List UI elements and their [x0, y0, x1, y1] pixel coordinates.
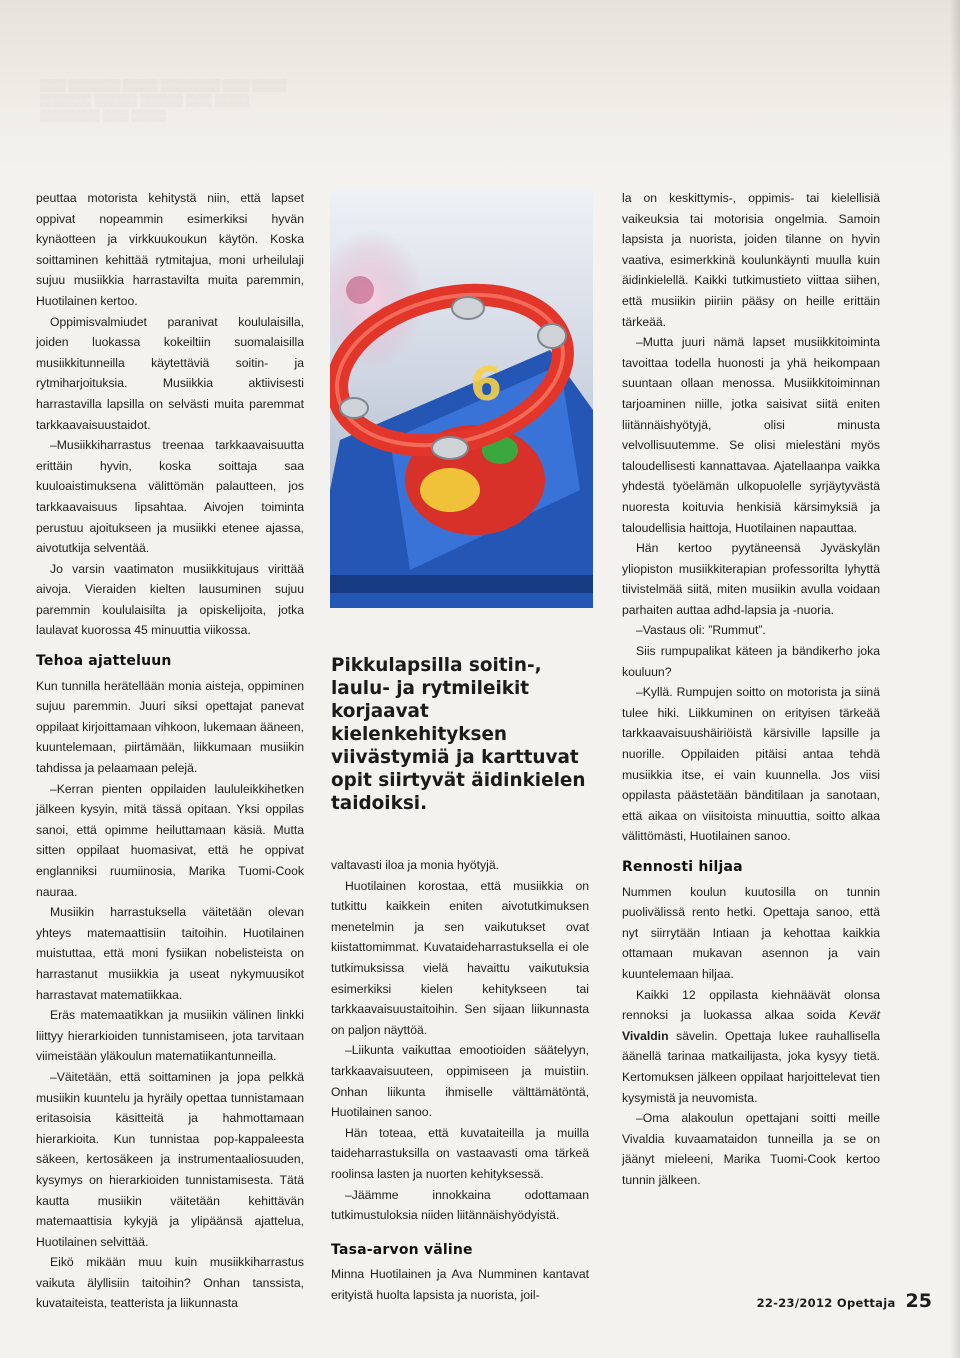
paragraph: –Jäämme innokkaina odottamaan tutkimustuloksia niiden liitännäishyödyistä.	[331, 1187, 589, 1223]
paragraph: la on keskittymis-, oppimis- tai kielellisiä vaikeuksia tai motorisia ongelmia. Samoin lapsista ja nuorista, joiden tilanne on hyvin vaativa, esimerkkinä koulunkäynti muulla kuin äidinkielellä. Kaikki tutkimustieto viittaa siihen, että musiikin piiriin pääsy on heille erittäin tärkeää.	[622, 191, 880, 329]
page-edge-shadow	[950, 0, 960, 1358]
tambourine-photo	[330, 190, 593, 608]
paragraph: Oppimisvalmiudet paranivat koululaisilla, joiden luokassa kokeiltiin suomalaisilla musiikkitunneilla käytettäviä soitin- ja rytmiharjoituksia. Musiikkia aktiivisesti harrastavilla lapsilla on selvästi muita paremmat tarkkaavaisuustaidot.	[36, 314, 304, 432]
subheading-rennosti-hiljaa: Rennosti hiljaa	[622, 859, 743, 875]
subheading-tehoa-ajatteluun: Tehoa ajatteluun	[36, 653, 172, 670]
paragraph: Huotilainen korostaa, että musiikkia on tutkittu kaikkein eniten aivotutkimuksen menetelmin ja sen vaikutukset ovat kiistattomimmat. Kuvataideharrastuksella ei ole tutkimuksissa vielä havaittu vaikutuksia esimerkiksi kielen kehitykseen tai tarkkaavaisuustaitoihin. Sen sijaan liikunnasta on paljon näyttöä.	[331, 878, 589, 1037]
paragraph: Minna Huotilainen ja Ava Numminen kantavat erityistä huolta lapsista ja nuorista, joil-	[331, 1267, 589, 1302]
text-run: sävelin. Opettaja lukee rauhallisella äänellä tarinaa matkailijasta, joka kysyy tietä. Kertomuksen jälkeen oppilaat harjoittelevat tien kysymistä ja neuvomista.	[622, 1028, 880, 1105]
tambourine-illustration	[330, 190, 593, 608]
article-column-2	[331, 855, 589, 1305]
paragraph	[622, 985, 880, 1109]
previous-page-bleed	[0, 0, 960, 170]
paragraph: Nummen koulun kuutosilla on tunnin puolivälissä rento hetki. Opettaja sanoo, että nyt siirrytään Intiaan ja kehottaa kaikkia ottamaan mukavan asennon ja vain kuuntelemaan hiljaa.	[622, 884, 880, 981]
paragraph: –Musiikkiharrastus treenaa tarkkaavaisuutta erittäin hyvin, koska soittaja saa kuuloaistimuksena välittömän palautteen, jos tarkkaavaisuus lipsahtaa. Aivojen toiminta perustuu ajoitukseen ja musiikki etenee ajassa, aivotutkija selventää.	[36, 438, 304, 556]
paragraph: peuttaa motorista kehitystä niin, että lapset oppivat nopeammin esimerkiksi hyvän kynäotteen ja virkkuukoukun käytön. Koska soittaminen kehittää rytmitajua, moni urheilulaji sujuu musiikkia harrastavilta muita paremmin, Huotilainen kertoo.	[36, 191, 304, 308]
issue-label: 22-23/2012 Opettaja	[756, 1296, 896, 1310]
ghost-text-bleed: ▒▒▒ ▒▒▒▒▒▒ ▒▒▒▒ ▒▒▒▒▒▒▒ ▒▒▒ ▒▒▒▒ ▒▒▒▒▒▒ ▒▒▒▒▒ ▒▒▒▒▒ ▒▒▒ ▒▒▒▒ ▒▒▒▒▒▒▒ ▒▒▒ ▒▒▒▒	[40, 78, 287, 122]
paragraph: Musiikin harrastuksella väitetään olevan yhteys matemaattisiin taitoihin. Huotilainen muistuttaa, että moni fysiikan nobelisteista on harrastanut musiikkia ja useat nykymuusikot harrastavat matematiikkaa.	[36, 905, 304, 1002]
pull-quote: Pikkulapsilla soitin-, laulu- ja rytmileikit korjaavat kielenkehityksen viivästymiä ja karttuvat opit siirtyvät äidinkielen taidoiksi.	[331, 655, 586, 814]
paragraph: valtavasti iloa ja monia hyötyjä.	[331, 858, 500, 872]
paragraph: Eikö mikään muu kuin musiikkiharrastus vaikuta älyllisiin taitoihin? Onhan tanssista, kuvataiteista, teatterista ja liikunnasta	[36, 1255, 304, 1311]
paragraph: Hän kertoo pyytäneensä Jyväskylän yliopiston musiikkiterapian professorilta lyhyttä tiivistelmää siitä, miten musiikin avulla voidaan parhaiten auttaa adhd-lapsia ja -nuoria.	[622, 541, 880, 617]
paragraph: Kun tunnilla herätellään monia aisteja, oppiminen sujuu paremmin. Juuri siksi opettajat panevat oppilaat kirjoittamaan vihkoon, lukemaan ääneen, kuuntelemaan, piirtämään, liikkumaan musiikin tahdissa ja pelaamaan pelejä.	[36, 678, 304, 776]
paragraph: –Vastaus oli: ”Rummut”.	[636, 623, 766, 638]
article-column-3	[622, 188, 880, 1191]
paragraph: Siis rumpupalikat käteen ja bändikerho joka kouluun?	[622, 644, 880, 679]
paragraph: –Mutta juuri nämä lapset musiikkitoiminta tavoittaa todella huonosti ja yhä heikompaan suuntaan ollaan menossa. Musiikkitoiminnan tarjoaminen niille, jotka saisivat siitä eniten liitännäishyötyjä, olisi minusta velvollisuutemme. Se olisi mielestäni myös taloudellisesti kannattavaa. Ajatellaanpa vaikka yhdestä työelämän ulkopuolelle syrjäytyvästä nuoresta koituvia henkisiä kärsimyksiä ja taloudellisia haittoja, Huotilainen napauttaa.	[622, 335, 880, 535]
paragraph: –Oma alakoulun opettajani soitti meille Vivaldia kuvaamataidon tunneilla ja se on jäänyt mieleeni, Marika Tuomi-Cook kertoo tunnin jälkeen.	[622, 1111, 880, 1187]
subheading-tasa-arvon-valine: Tasa-arvon väline	[331, 1241, 473, 1258]
svg-text:6: 6	[470, 357, 503, 411]
work-title: Kevät	[848, 1008, 880, 1023]
article-column-1	[36, 188, 304, 1314]
paragraph: –Kerran pienten oppilaiden laululeikkihetken jälkeen kysyin, mitä tässä opitaan. Yksi oppilas sanoi, että opimme heiluttamaan käsiä. Mutta sitten oppilaat huomasivat, että he oppivat englanniksi ruumiinosia, Marika Tuomi-Cook nauraa.	[36, 781, 304, 899]
paragraph: –Liikunta vaikuttaa emootioiden säätelyyn, tarkkaavaisuuteen, oppimiseen ja muistiin. Onhan liikunta ihmiselle välttämätöntä, Huotilainen sanoo.	[331, 1043, 589, 1120]
page-number: 25	[905, 1290, 932, 1312]
composer-name: Vivaldin	[622, 1028, 669, 1043]
paragraph: Jo varsin vaatimaton musiikkitujaus virittää aivoja. Vieraiden kielten lausuminen sujuu paremmin koululaisilta ja opiskelijoita, jotka laulavat kuorossa 45 minuuttia viikossa.	[36, 561, 304, 638]
paragraph: Hän toteaa, että kuvataiteilla ja muilla taideharrastuksilla on vastaavasti oma tärkeä roolinsa lasten ja nuorten kehityksessä.	[331, 1125, 589, 1181]
text-run: Kaikki 12 oppilasta kiehnäävät olonsa rennoksi ja luokassa alkaa soida	[622, 987, 880, 1023]
page-footer	[757, 1290, 932, 1312]
paragraph: –Väitetään, että soittaminen ja jopa pelkkä musiikin kuuntelu ja hyräily opettaa tunnistamaan eritasoisia käsitteitä ja hahmottamaan hierarkioita. Kun tunnistaa pop-kappaleesta säkeen, kertosäkeen ja instrumentaaliosuuden, kysymys on hierarkioiden tunnistamisesta. Tätä kautta musiikin väitetään kehittävän matemaattisia kykyjä ja ylipäänsä ajattelua, Huotilainen selvittää.	[36, 1069, 304, 1249]
paragraph: Eräs matemaatikkan ja musiikin välinen linkki liittyy hierarkioiden tunnistamiseen, jota tarvitaan viimeistään yläkoulun matematiikantunneilla.	[36, 1008, 304, 1064]
paragraph: –Kyllä. Rumpujen soitto on motorista ja siinä tulee hiki. Liikkuminen on erityisen tärkeää tarkkaavaisuushäiriöistä kärsiville lapsille ja nuorille. Oppilaiden pitäisi antaa tehdä musiikkia itse, ei vain kuunnella. Jos viisi oppilasta päästetään bänditilaan ja sanotaan, että aikaa on viisitoista minuuttia, soitto alkaa välittömästi, Huotilainen sanoo.	[622, 685, 880, 844]
